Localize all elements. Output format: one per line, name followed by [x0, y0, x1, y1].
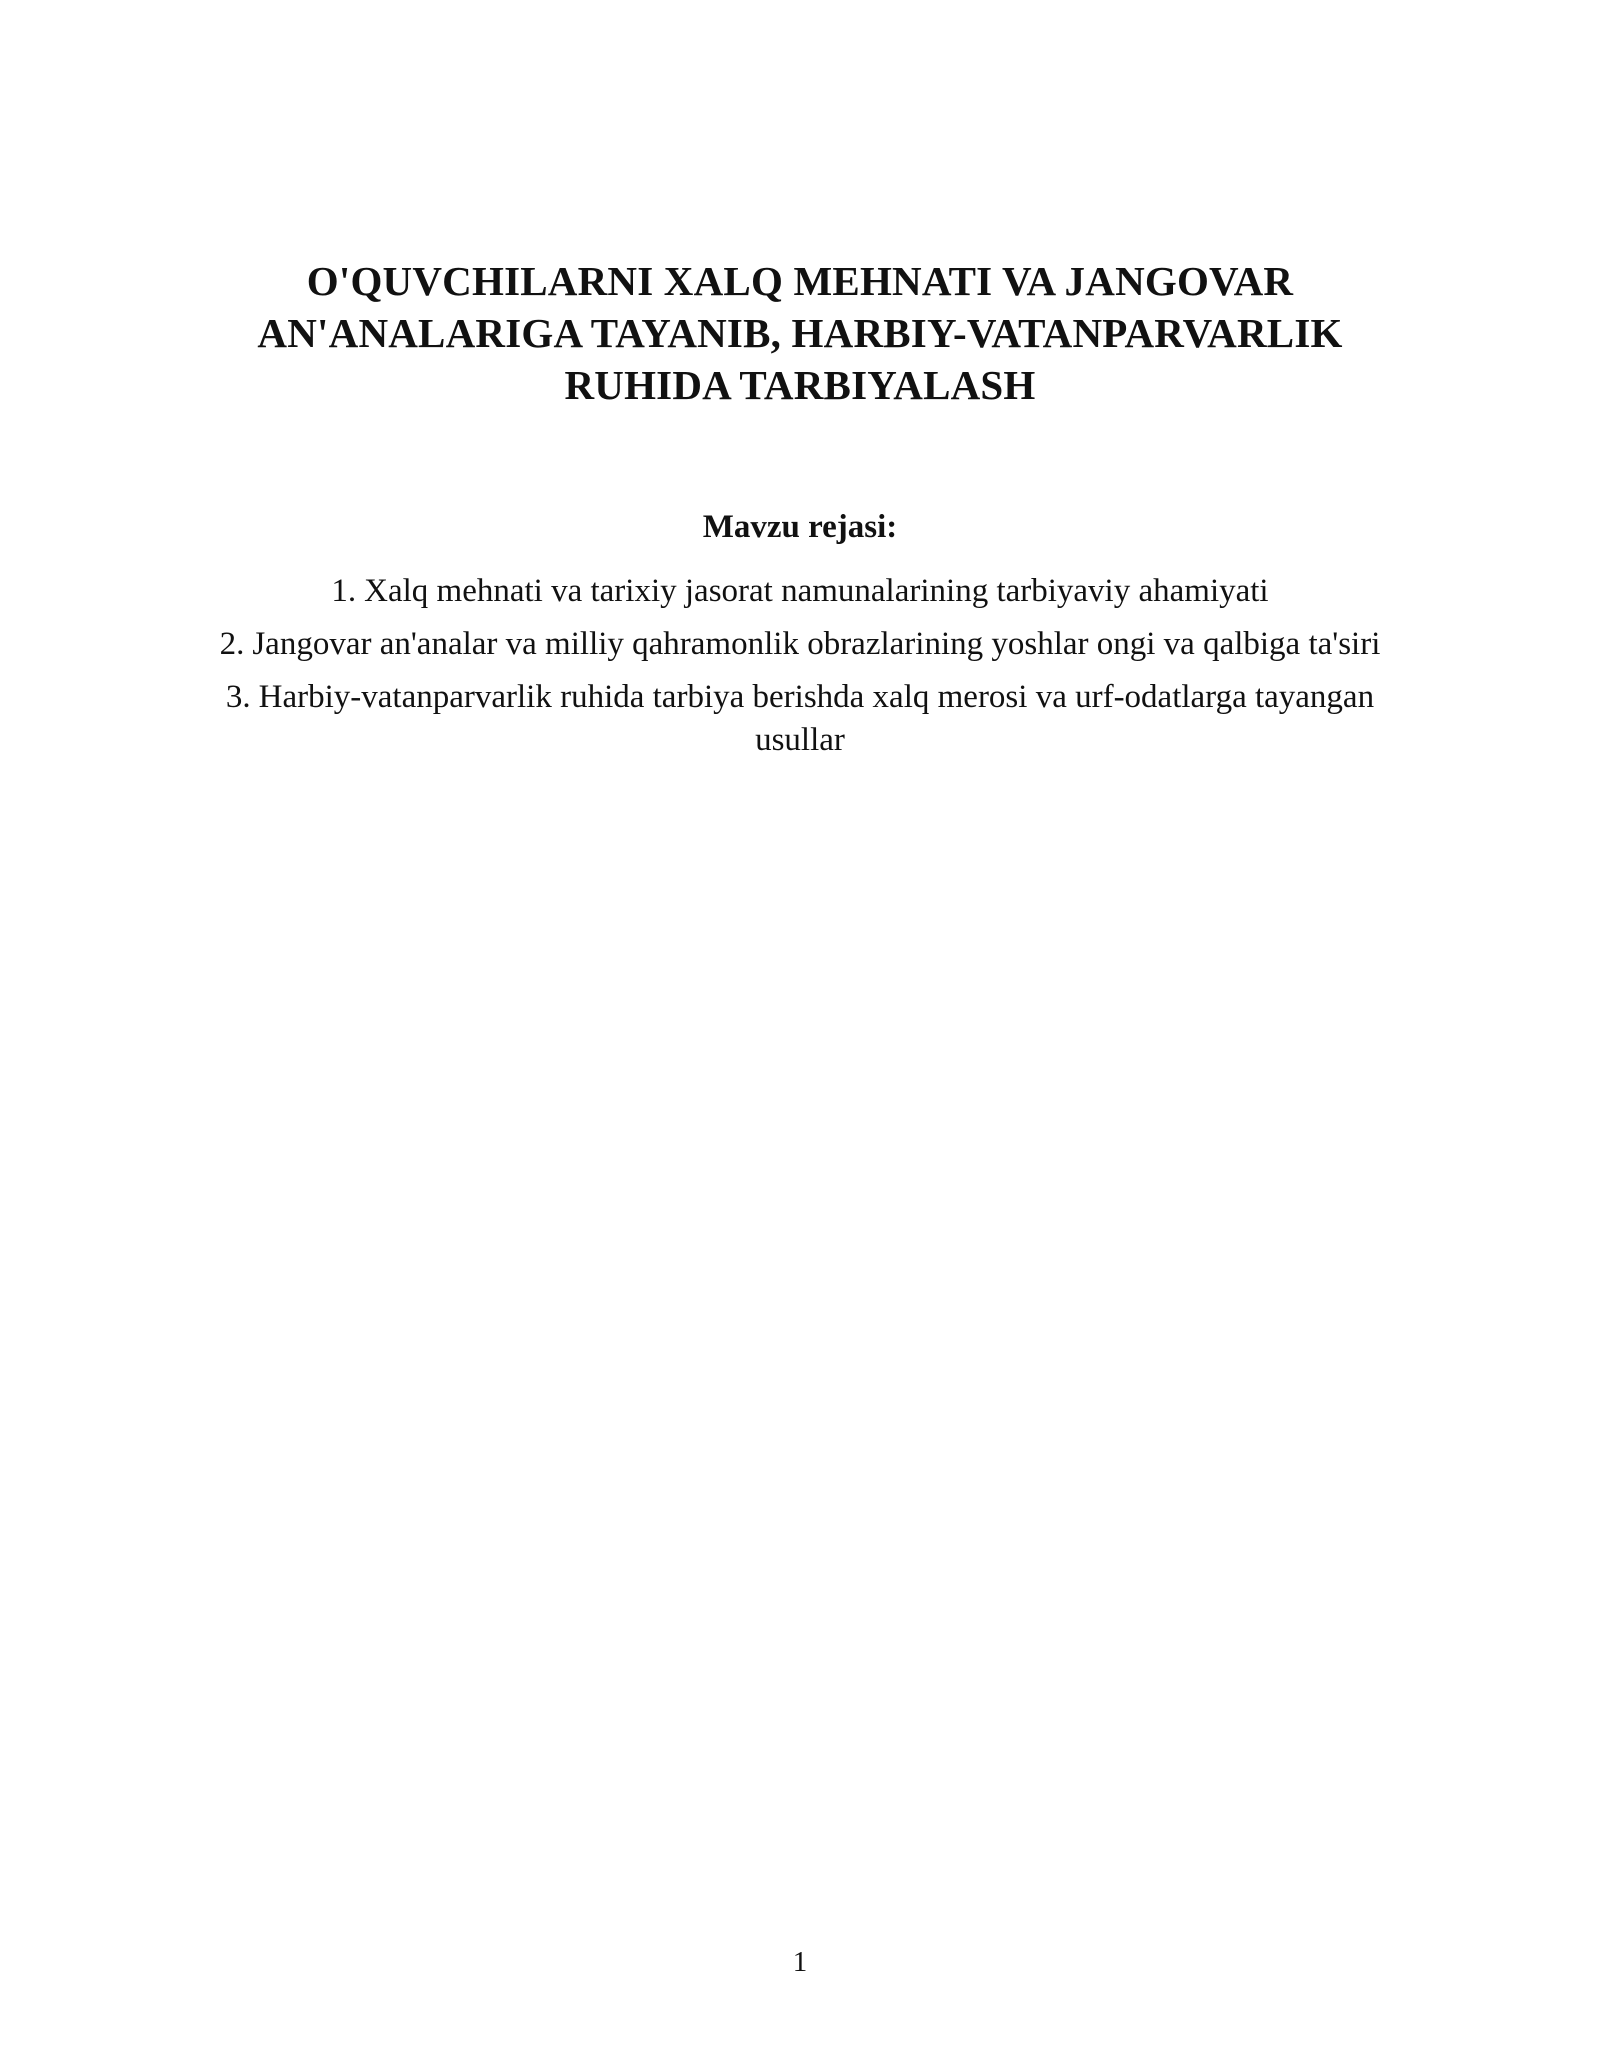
title-line-2: AN'ANALARIGA TAYANIB, HARBIY-VATANPARVARLIK: [257, 310, 1343, 356]
title-line-3: RUHIDA TARBIYALASH: [564, 362, 1036, 408]
plan-item-number: 1.: [331, 573, 357, 609]
plan-item-1: [190, 570, 1410, 613]
plan-item-text: Jangovar an'analar va milliy qahramonlik obrazlarining yoshlar ongi va qalbiga ta'siri: [252, 626, 1381, 662]
plan-item-3: [190, 676, 1410, 762]
plan-list: [190, 570, 1410, 772]
plan-item-text: Harbiy-vatanparvarlik ruhida tarbiya berishda xalq merosi va urf-odatlarga tayangan usullar: [258, 679, 1375, 758]
plan-item-number: 3.: [225, 679, 251, 715]
plan-heading: Mavzu rejasi:: [702, 509, 898, 545]
plan-item-2: [190, 623, 1410, 666]
page-number: 1: [792, 1946, 808, 1978]
plan-item-text: Xalq mehnati va tarixiy jasorat namunalarining tarbiyaviy ahamiyati: [364, 573, 1269, 609]
plan-item-number: 2.: [219, 626, 245, 662]
document-title: [190, 255, 1410, 411]
title-line-1: O'QUVCHILARNI XALQ MEHNATI VA JANGOVAR: [306, 258, 1294, 304]
